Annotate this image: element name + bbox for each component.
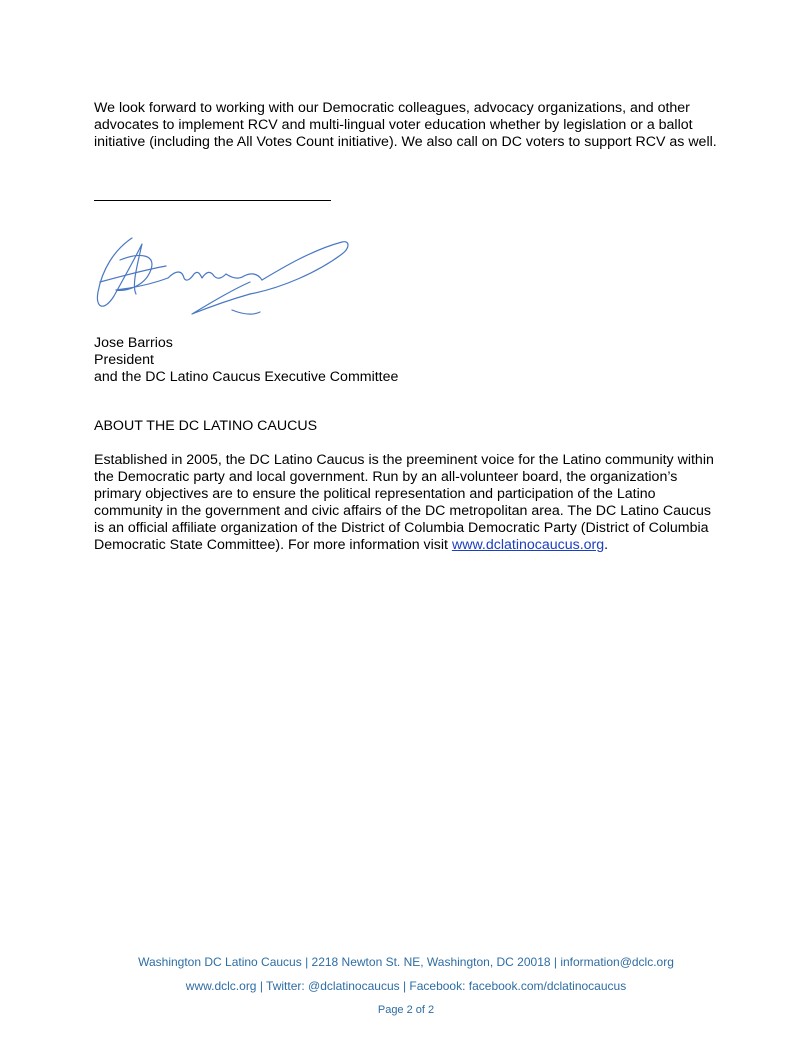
signer-block: [94, 335, 398, 386]
footer-contact-line: Washington DC Latino Caucus | 2218 Newton St. NE, Washington, DC 20018 | information@dclc.org: [138, 955, 674, 969]
about-body: Established in 2005, the DC Latino Caucus is the preeminent voice for the Latino community within the Democratic party and local government. Run by an all-volunteer board, the organization’s primary objectives are to ensure the political representation and participation of the Latino community in the government and civic affairs of the DC metropolitan area. The DC Latino Caucus is an official affiliate organization of the District of Columbia Democratic Party (District of Columbia Democratic State Committee). For more information visit: [94, 452, 714, 553]
footer-social-line: www.dclc.org | Twitter: @dclatinocaucus | Facebook: facebook.com/dclatinocaucus: [185, 979, 627, 993]
signer-group: and the DC Latino Caucus Executive Committee: [94, 369, 399, 385]
signer-name: Jose Barrios: [94, 335, 173, 351]
website-link[interactable]: www.dclatinocaucus.org: [451, 537, 605, 553]
about-paragraph: [94, 452, 724, 554]
signer-title: President: [94, 352, 154, 368]
signature-line: [94, 200, 331, 201]
signature-image: [92, 230, 357, 322]
page-number: Page 2 of 2: [377, 1004, 435, 1016]
about-link-suffix: .: [604, 537, 609, 553]
closing-paragraph: We look forward to working with our Democratic colleagues, advocacy organizations, and other advocates to implement RCV and multi-lingual voter education whether by legislation or a ballot initiative (including the All Votes Count initiative). We also call on DC voters to support RCV as well.: [94, 100, 717, 150]
about-heading: ABOUT THE DC LATINO CAUCUS: [94, 418, 318, 434]
